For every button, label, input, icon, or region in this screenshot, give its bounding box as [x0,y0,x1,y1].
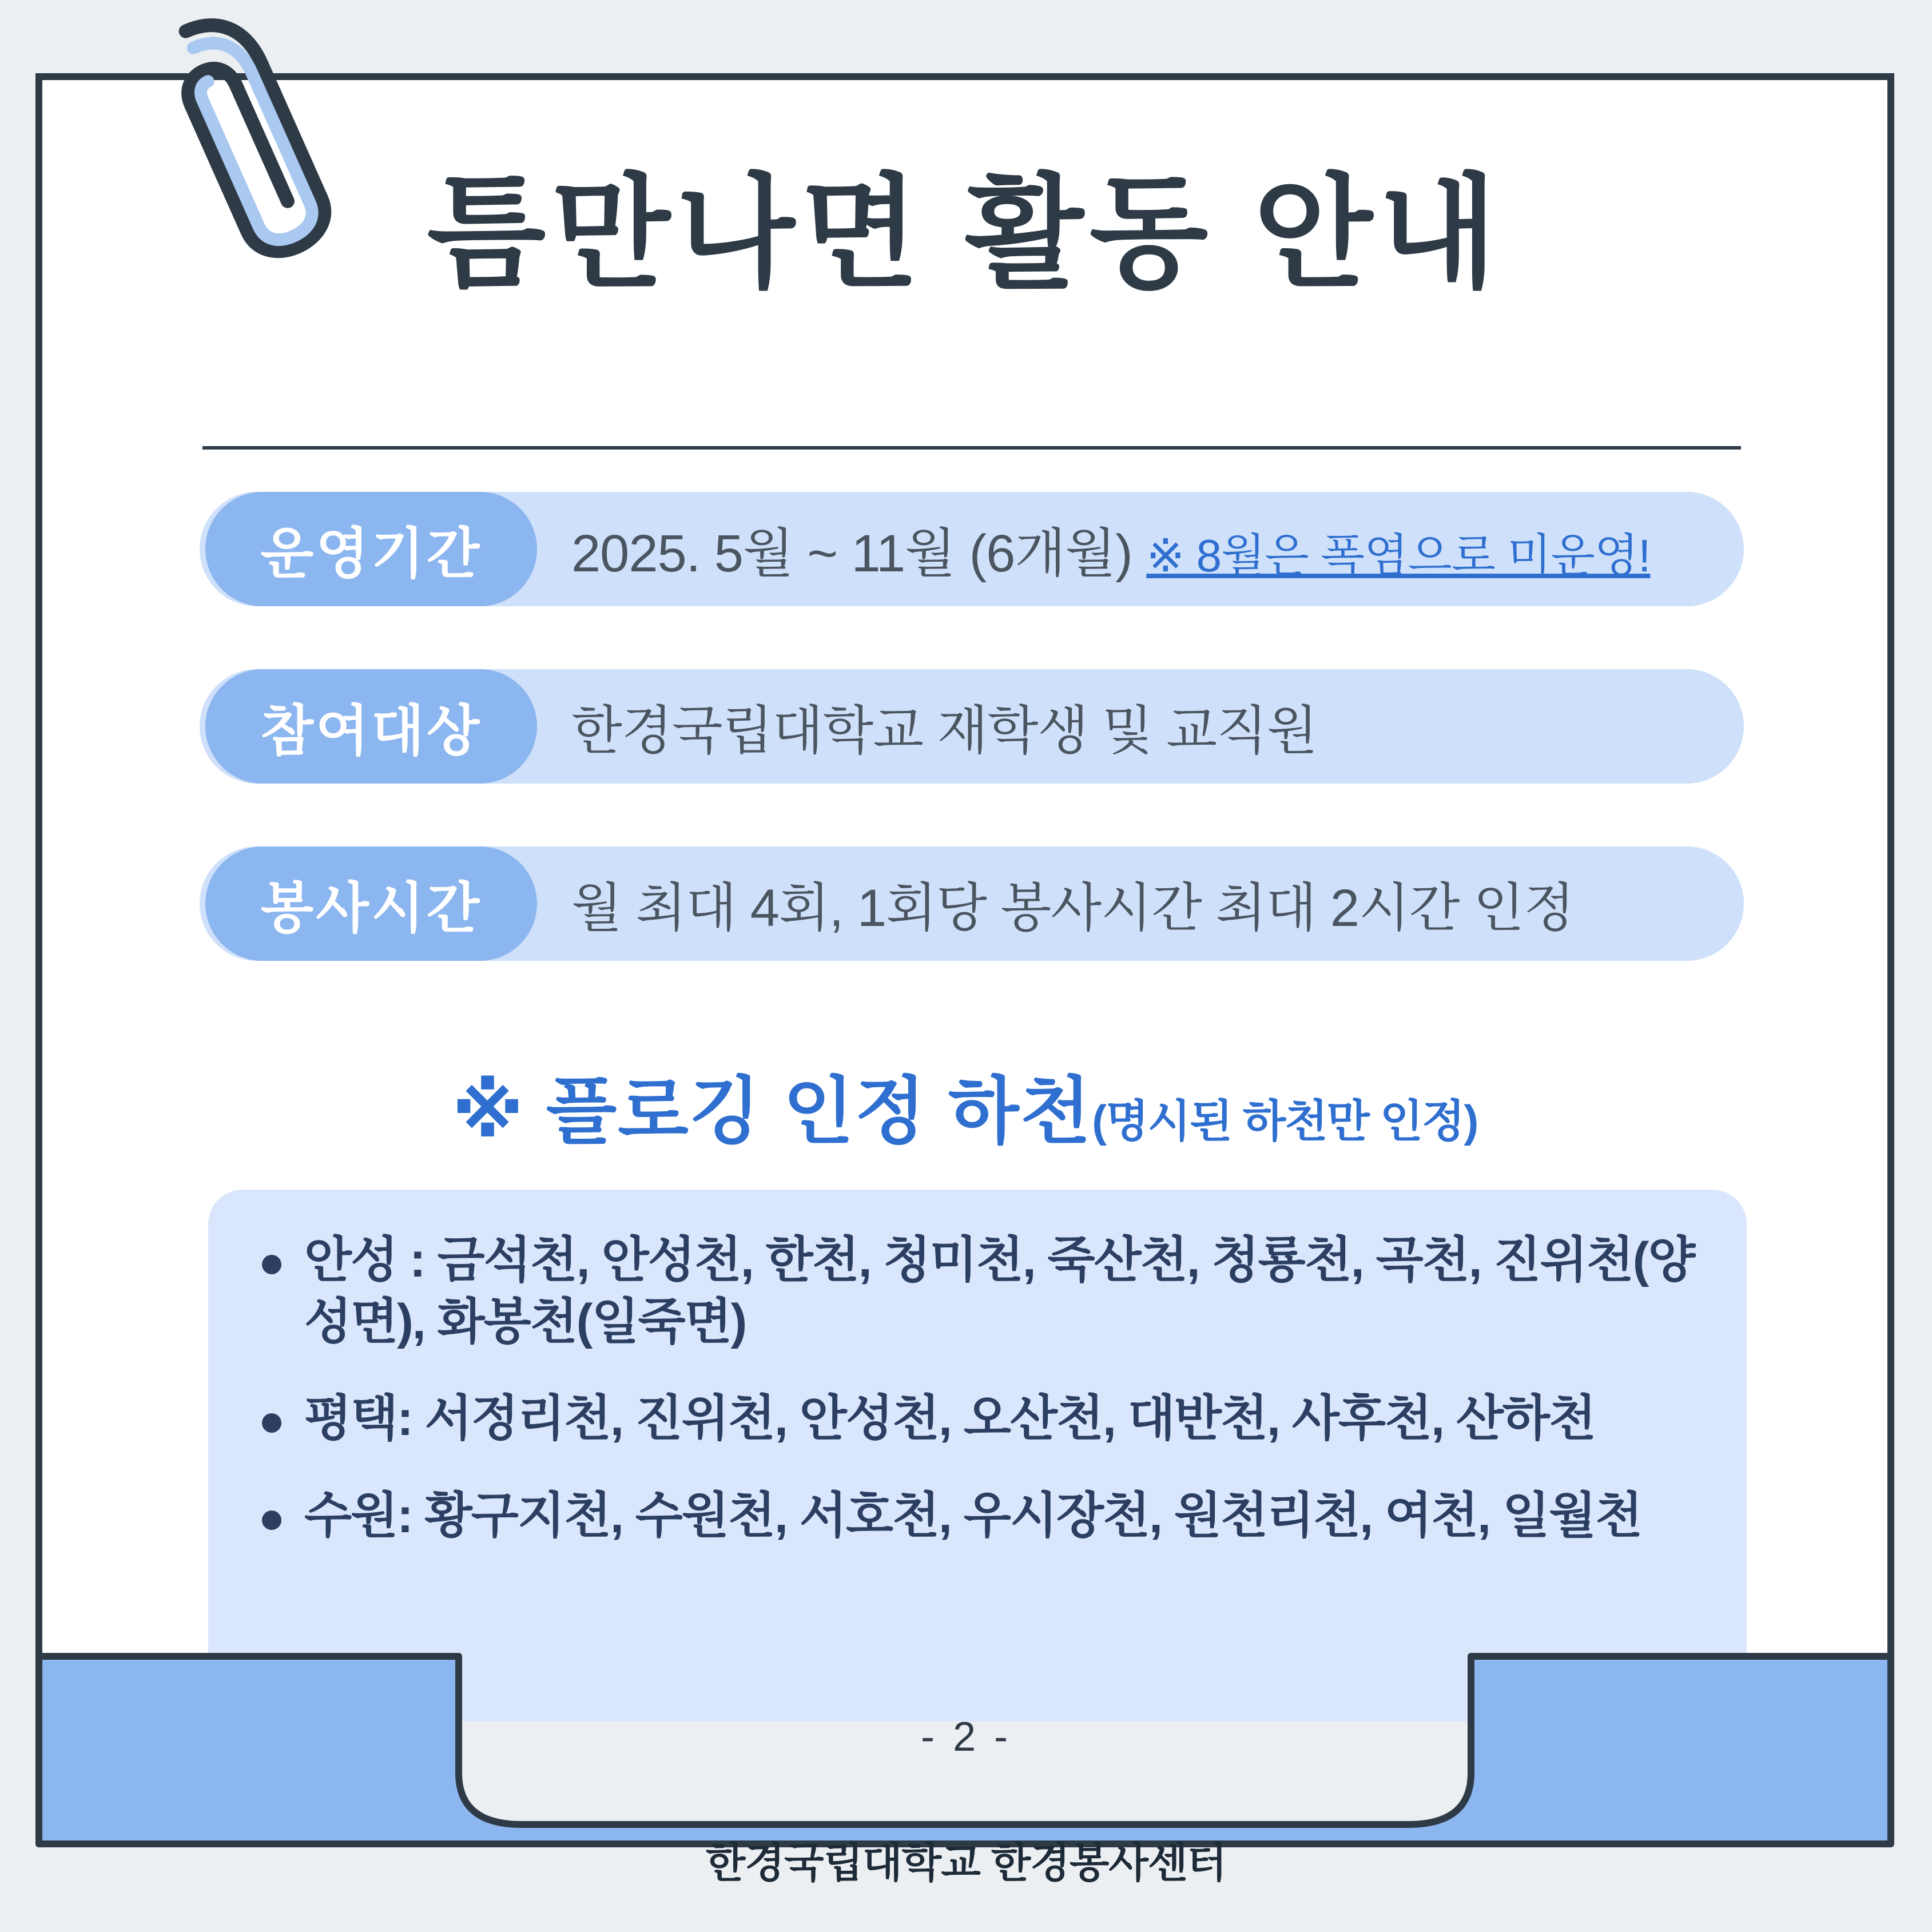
info-value-service-hours: 월 최대 4회, 1회당 봉사시간 최대 2시간 인정 [571,879,1574,937]
title-divider [202,446,1741,450]
bullet-icon [262,1413,281,1433]
poster-card [35,73,1894,1710]
river-list [208,1190,1747,1722]
section-heading-sub: (명시된 하천만 인정) [1092,1096,1478,1146]
info-value-operating-period [537,511,1744,587]
section-heading [42,1052,1887,1158]
info-note-text: ※ 8월은 폭염으로 미운영! [1146,530,1651,581]
page-number: - 2 - [920,1714,1011,1760]
river-text-pyeongtaek: 평택: 서정리천, 진위천, 안성천, 오산천, 대반천, 사후천, 산하천 [304,1391,1596,1446]
info-row-participants [200,669,1744,784]
section-heading-main: ※ 플로깅 인정 하천 [452,1071,1092,1152]
info-row-service-hours [200,846,1744,961]
bullet-icon [262,1255,281,1274]
list-item [254,1485,1701,1547]
list-item [254,1388,1701,1450]
footer-organization: 한경국립대학교 한경봉사센터 [705,1840,1227,1886]
river-text-anseong: 안성 : 금석천, 안성천, 한천, 청미천, 죽산천, 청룡천, 곡천, 진위천(양성면), 화봉천(일죽면) [304,1233,1695,1349]
info-label-operating-period: 운영기간 [205,492,537,606]
river-text-suwon: 수원: 황구지천, 수원천, 서호천, 우시장천, 원천리천, 여천, 일월천 [304,1488,1642,1543]
info-label-participants: 참여대상 [205,669,537,784]
page-title: 틈만나면 활동 안내 [427,164,1503,302]
bullet-icon [262,1510,281,1530]
info-value-text: 2025. 5월 ~ 11월 (6개월) [571,524,1147,583]
list-item [254,1230,1701,1353]
paperclip-icon [100,6,363,269]
info-row-operating-period [200,492,1744,606]
info-value-participants: 한경국립대학교 재학생 및 교직원 [571,702,1317,760]
info-label-service-hours: 봉사시간 [205,846,537,961]
